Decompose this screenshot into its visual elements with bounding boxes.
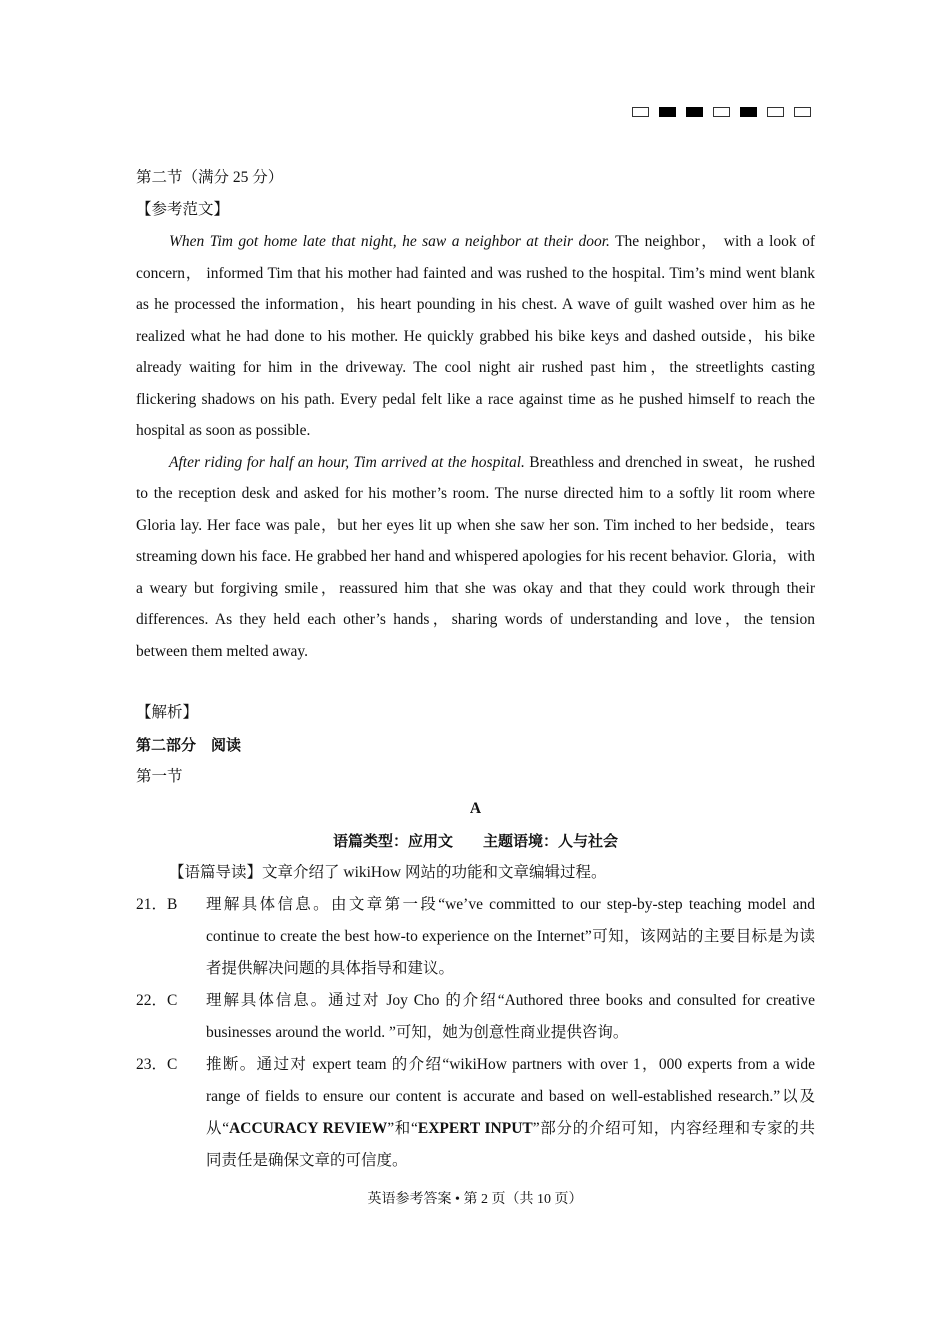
explanation-part: ”部分的介绍可知，内容经理和专家的共同责任是确保文章的可信度。 [206,1120,815,1169]
header-mark [794,107,811,117]
header-mark [713,107,730,117]
header-mark [659,107,676,117]
explanation-part: ”和“ [387,1120,418,1137]
paragraph-2-opening: After riding for half an hour, Tim arrived at the hospital. [169,453,525,471]
question-number: 22．C [136,992,178,1009]
paragraph-1-body: The neighbor， with a look of concern， informed Tim that his mother had fainted and was rushed to the hospital. Tim’s mind went blank as he processed the information，his heart pounding in his chest. A wave of guilt washed over him as he realized what he had done to his mother. He quickly grabbed his bike keys and dashed outside，his bike already waiting for him in the driveway. The cool night air rushed past him，the streetlights casting flickering shadows on his path. Every pedal felt like a race against time as he pushed himself to reach the hospital as soon as possible. [136,233,815,439]
page-content [136,162,815,1177]
question-explanation: 理解具体信息。通过对 Joy Cho 的介绍“Authored three books and consulted for creative businesses around the world. ”可知，她为创意性商业提供咨询。 [206,992,815,1041]
question-21 [136,889,815,985]
section-1-title: 第一节 [136,768,183,785]
essay-paragraph-2 [136,447,815,668]
question-number: 21．B [136,896,178,913]
header-mark [767,107,784,117]
header-mark [740,107,757,117]
analysis-label: 【解析】 [136,704,199,721]
passage-letter: A [469,800,482,817]
question-explanation [206,1049,815,1177]
passage-type: 语篇类型：应用文 主题语境：人与社会 [332,832,618,850]
page-footer: 英语参考答案 • 第 2 页（共 10 页） [367,1192,583,1207]
question-23 [136,1049,815,1177]
essay-paragraph-1 [136,226,815,447]
header-mark [686,107,703,117]
accuracy-review-term: ACCURACY REVIEW [229,1120,388,1137]
passage-intro: 【语篇导读】文章介绍了 wikiHow 网站的功能和文章编辑过程。 [169,864,607,881]
section-title: 第二节（满分 25 分） [136,169,284,186]
question-22 [136,985,815,1049]
expert-input-term: EXPERT INPUT [417,1120,533,1137]
question-number: 23．C [136,1056,178,1073]
reference-label: 【参考范文】 [136,201,230,218]
paragraph-2-body: Breathless and drenched in sweat，he rushed to the reception desk and asked for his mother’s room. The nurse directed him to a softly lit room where Gloria lay. Her face was pale，but her eyes lit up when she saw her son. Tim inched to her bedside，tears streaming down his face. He grabbed her hand and whispered apologies for his recent behavior. Gloria，with a weary but forgiving smile，reassured him that she was okay and that they could work through their differences. As they held each other’s hands，sharing words of understanding and love，the tension between them melted away. [136,453,815,660]
part-title: 第二部分 阅读 [136,736,242,754]
explanation-part: 推断。通过对 expert team 的介绍“wikiHow partners with over 1，000 experts from a wide range of fields to ensure our content is accurate and based on well-established research.”以及从“ [206,1056,815,1137]
paragraph-1-opening: When Tim got home late that night, he saw a neighbor at their door. [169,233,610,250]
header-marks [632,107,811,117]
header-mark [632,107,649,117]
question-explanation: 理解具体信息。由文章第一段“we’ve committed to our step-by-step teaching model and continue to create the best how-to experience on the Internet”可知，该网站的主要目标是为读者提供解决问题的具体指导和建议。 [206,896,815,977]
